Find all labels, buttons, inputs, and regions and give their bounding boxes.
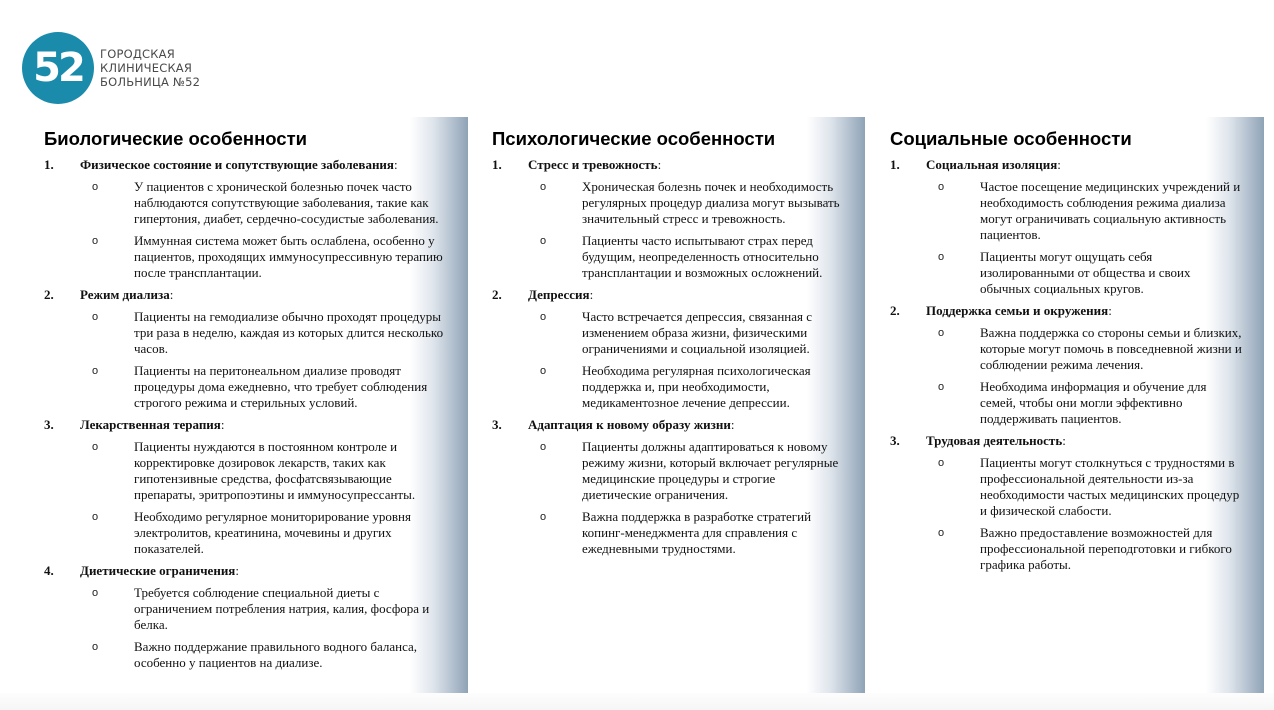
sub-list-item — [890, 455, 1242, 519]
sub-list-item-text: Часто встречается депрессия, связанная с изменением образа жизни, физическими ограничениями и социальной изоляцией. — [582, 309, 813, 356]
title-colon: : — [1108, 303, 1112, 318]
sub-list-item-text: Пациенты на перитонеальном диализе проводят процедуры дома ежедневно, что требует соблюдения строгого режима и стерильных условий. — [134, 363, 428, 410]
panel-title: Социальные особенности — [890, 128, 1132, 149]
list-item-title-text: Стресс и тревожность — [528, 157, 658, 172]
panel-list — [492, 157, 842, 563]
circle-bullet-icon: o — [92, 641, 99, 653]
circle-bullet-icon: o — [938, 457, 945, 469]
circle-bullet-icon: o — [938, 181, 945, 193]
sub-list-item — [492, 309, 842, 357]
list-item-heading — [890, 157, 1242, 173]
list-item-title-text: Адаптация к новому образу жизни — [528, 417, 731, 432]
sub-list-item — [492, 179, 842, 227]
list-item-heading — [492, 417, 842, 433]
title-colon: : — [589, 287, 594, 302]
panel-list — [44, 157, 444, 677]
panel-social — [890, 117, 1264, 693]
list-item-number: 1. — [492, 157, 502, 172]
list-item-heading — [890, 433, 1242, 449]
title-colon: : — [220, 417, 225, 432]
list-item-title — [528, 157, 661, 173]
list-item-number: 3. — [890, 433, 900, 448]
list-item-title-text: Депрессия — [528, 287, 590, 302]
sub-list-item — [492, 439, 842, 503]
title-colon: : — [1062, 433, 1066, 448]
sub-list-item-text: Важно предоставление возможностей для профессиональной переподготовки и гибкого графика работы. — [980, 525, 1232, 572]
list-item-title-text: Физическое состояние и сопутствующие заболевания — [80, 157, 394, 172]
list-item-number: 2. — [44, 287, 54, 302]
list-item-title-text: Лекарственная терапия — [80, 417, 221, 432]
circle-bullet-icon: o — [92, 587, 99, 599]
list-item-number: 2. — [492, 287, 502, 302]
list-item-heading — [44, 417, 444, 433]
list-item-heading — [492, 157, 842, 173]
sub-list-item-text: Важно поддержание правильного водного баланса, особенно у пациентов на диализе. — [134, 639, 418, 670]
sub-list-item-text: Пациенты могут ощущать себя изолированными от общества и своих обычных социальных кругов. — [980, 249, 1191, 296]
sub-list-item — [492, 363, 842, 411]
list-item-title — [80, 157, 398, 173]
circle-bullet-icon: o — [540, 235, 547, 247]
list-item-title — [926, 157, 1061, 173]
sub-list-item-text: Требуется соблюдение специальной диеты с ограничением потребления натрия, калия, фосфора и белка. — [134, 585, 430, 632]
sub-list-item — [44, 639, 444, 671]
sub-list-item — [890, 179, 1242, 243]
sub-list-item — [890, 379, 1242, 427]
sub-list-item-text: Необходимо регулярное мониторирование уровня электролитов, креатинина, мочевины и других показателей. — [134, 509, 411, 556]
list-item-title-text: Режим диализа — [80, 287, 170, 302]
list-item-title-text: Диетические ограничения — [80, 563, 236, 578]
circle-bullet-icon: o — [92, 511, 99, 523]
list-item — [44, 417, 444, 557]
list-item — [492, 287, 842, 411]
sub-list-item — [890, 325, 1242, 373]
sub-list-item-text: Пациенты должны адаптироваться к новому режиму жизни, который включает регулярные медицинские процедуры и строгие диетические ограничения. — [582, 439, 839, 502]
sub-list-item — [44, 309, 444, 357]
sub-list-item-text: Пациенты часто испытывают страх перед будущим, неопределенность относительно трансплантации и возможных осложнений. — [582, 233, 823, 280]
circle-bullet-icon: o — [92, 235, 99, 247]
circle-bullet-icon: o — [540, 311, 547, 323]
list-item-heading — [44, 157, 444, 173]
sub-list-item — [44, 179, 444, 227]
page-bottom-strip — [0, 693, 1274, 710]
list-item — [890, 433, 1242, 573]
sub-list-item — [44, 439, 444, 503]
sub-list-item — [44, 233, 444, 281]
sub-list-item — [492, 509, 842, 557]
circle-bullet-icon: o — [540, 365, 547, 377]
list-item-heading — [890, 303, 1242, 319]
list-item-number: 1. — [890, 157, 900, 172]
panel-biological — [44, 117, 468, 693]
sub-list-item-text: Хроническая болезнь почек и необходимость регулярных процедур диализа могут вызывать значительный стресс и тревожность. — [582, 179, 840, 226]
list-item — [890, 303, 1242, 427]
panel-list — [890, 157, 1242, 579]
list-item-number: 3. — [44, 417, 54, 432]
circle-bullet-icon: o — [540, 181, 547, 193]
list-item-heading — [492, 287, 842, 303]
logo-mark-text: 52 — [33, 45, 83, 91]
hospital-logo — [22, 32, 200, 104]
title-colon: : — [393, 157, 398, 172]
sub-list-item — [44, 509, 444, 557]
sub-list-item — [890, 525, 1242, 573]
list-item — [492, 157, 842, 281]
sub-list-item-text: У пациентов с хронической болезнью почек часто наблюдаются сопутствующие заболевания, такие как гипертония, диабет, сердечно-сосудистые заболевания. — [134, 179, 439, 226]
list-item-title-text: Поддержка семьи и окружения — [926, 303, 1109, 318]
circle-bullet-icon: o — [92, 365, 99, 377]
sub-list-item-text: Необходима регулярная психологическая поддержка и, при необходимости, медикаментозное лечение депрессии. — [582, 363, 811, 410]
sub-list-item-text: Важна поддержка со стороны семьи и близких, которые могут помочь в повседневной жизни и соблюдении режима лечения. — [980, 325, 1242, 372]
panel-title: Психологические особенности — [492, 128, 776, 149]
list-item-number: 3. — [492, 417, 502, 432]
list-item — [44, 563, 444, 671]
title-colon: : — [1057, 157, 1061, 172]
circle-bullet-icon: o — [938, 527, 945, 539]
list-item-title — [80, 563, 239, 579]
circle-bullet-icon: o — [540, 511, 547, 523]
list-item-title — [80, 287, 173, 303]
circle-bullet-icon: o — [92, 181, 99, 193]
circle-bullet-icon: o — [938, 251, 945, 263]
sub-list-item — [492, 233, 842, 281]
sub-list-item — [44, 585, 444, 633]
sub-list-item — [890, 249, 1242, 297]
list-item-title — [80, 417, 224, 433]
title-colon: : — [235, 563, 239, 578]
list-item-title — [528, 417, 734, 433]
list-item-title — [926, 303, 1112, 319]
list-item-title-text: Социальная изоляция — [926, 157, 1058, 172]
panel-psychological — [492, 117, 865, 693]
circle-bullet-icon: o — [938, 381, 945, 393]
logo-text — [100, 47, 200, 89]
list-item-number: 1. — [44, 157, 54, 172]
sub-list-item-text: Иммунная система может быть ослаблена, особенно у пациентов, проходящих иммуносупрессивную терапию после трансплантации. — [134, 233, 443, 280]
sub-list-item-text: Пациенты могут столкнуться с трудностями в профессиональной деятельности из-за необходимости частых медицинских процедур и физической слабости. — [980, 455, 1240, 518]
panel-title: Биологические особенности — [44, 128, 308, 149]
list-item — [492, 417, 842, 557]
sub-list-item-text: Необходима информация и обучение для семей, чтобы они могли эффективно поддерживать пациентов. — [980, 379, 1207, 426]
list-item-title — [528, 287, 593, 303]
sub-list-item-text: Пациенты нуждаются в постоянном контроле и корректировке дозировок лекарств, таких как гипотензивные средства, фосфатсвязывающие препараты, эритропоэтины и иммуносупрессанты. — [134, 439, 416, 502]
circle-bullet-icon: o — [540, 441, 547, 453]
sub-list-item-text: Важна поддержка в разработке стратегий копинг-менеджмента для справления с ежедневными трудностями. — [582, 509, 812, 556]
list-item-heading — [44, 287, 444, 303]
logo-line: ГОРОДСКАЯ — [100, 47, 175, 61]
title-colon: : — [730, 417, 735, 432]
circle-bullet-icon: o — [92, 441, 99, 453]
logo-mark-icon — [22, 32, 94, 104]
list-item-number: 2. — [890, 303, 900, 318]
list-item-title — [926, 433, 1066, 449]
list-item-number: 4. — [44, 563, 54, 578]
logo-line: КЛИНИЧЕСКАЯ — [100, 61, 193, 75]
sub-list-item-text: Частое посещение медицинских учреждений и необходимость соблюдения режима диализа могут ограничивать социальную активность пациентов. — [980, 179, 1241, 242]
list-item-title-text: Трудовая деятельность — [926, 433, 1063, 448]
list-item — [44, 287, 444, 411]
circle-bullet-icon: o — [938, 327, 945, 339]
circle-bullet-icon: o — [92, 311, 99, 323]
logo-line: БОЛЬНИЦА №52 — [100, 75, 201, 89]
list-item — [44, 157, 444, 281]
sub-list-item — [44, 363, 444, 411]
title-colon: : — [657, 157, 662, 172]
list-item — [890, 157, 1242, 297]
sub-list-item-text: Пациенты на гемодиализе обычно проходят процедуры три раза в неделю, каждая из которых длится несколько часов. — [134, 309, 444, 356]
title-colon: : — [169, 287, 174, 302]
list-item-heading — [44, 563, 444, 579]
